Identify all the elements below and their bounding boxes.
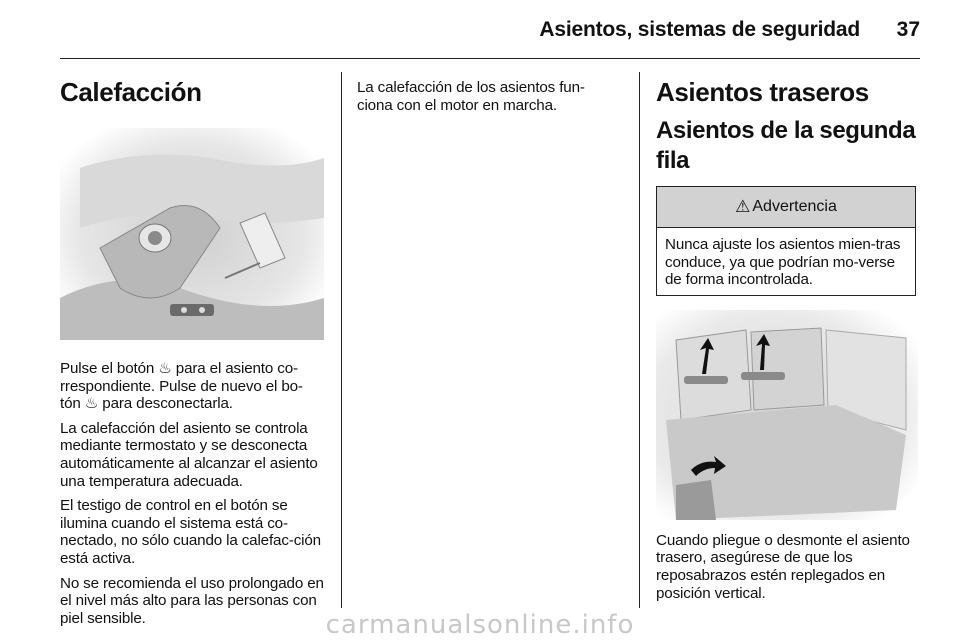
rear-seat-illustration [656,310,918,520]
warning-text: Nunca ajuste los asientos mien-tras conduce, ya que podrían mo-verse de forma incontrolada. [665,236,901,289]
rear-seat-drawing [656,310,918,520]
text-segment: para el asiento co- [175,360,298,377]
text-segment: para desconectarla. [102,395,233,413]
paragraph-control-light: El testigo de control en el botón se ilumina cuando el sistema está co-nectado, no sólo cuando la calefac-ción está activa. [60,497,321,567]
text-segment: tón [60,395,81,413]
warning-box [656,186,916,296]
section-title-asientos-traseros: Asientos traseros [656,77,869,107]
warning-header [657,187,915,228]
middle-column [357,79,619,121]
paragraph-heat-button [60,360,326,413]
subsection-title-segunda-fila: Asientos de la segunda fila [656,117,916,174]
paragraph-thermostat: La calefacción del asiento se controla mediante termostato y se desconecta automáticamente al alcanzar el asiento una temperatura adecuada. [60,419,318,490]
column-divider-2 [639,72,640,608]
paragraph-armrests: Cuando pliegue o desmonte el asiento trasero, asegúrese de que los reposabrazos estén replegados en posición vertical. [656,531,910,602]
header-rule [60,58,920,59]
right-column [656,76,920,609]
seat-heating-illustration [60,128,324,340]
watermark: carmanualsonline.info [325,610,635,640]
column-divider-1 [341,72,342,608]
header-title: Asientos, sistemas de seguridad [539,18,860,41]
page-number: 37 [896,18,920,41]
seat-heating-drawing [60,128,324,340]
paragraph-recommendation: No se recomienda el uso prolongado en el nivel más alto para las personas con piel sensible. [60,574,324,627]
left-column [60,76,326,634]
paragraph-engine-running: La calefacción de los asientos fun-ciona con el motor en marcha. [357,79,585,114]
warning-triangle-icon: ⚠ [735,197,751,216]
text-segment: Pulse el botón [60,360,155,377]
seat-heating-icon: ♨ [158,360,172,377]
text-segment: rrespondiente. Pulse de nuevo el bo- [60,377,303,395]
seat-heating-icon: ♨ [84,395,99,413]
section-title-calefaccion: Calefacción [60,77,202,107]
warning-label: Advertencia [752,198,837,215]
